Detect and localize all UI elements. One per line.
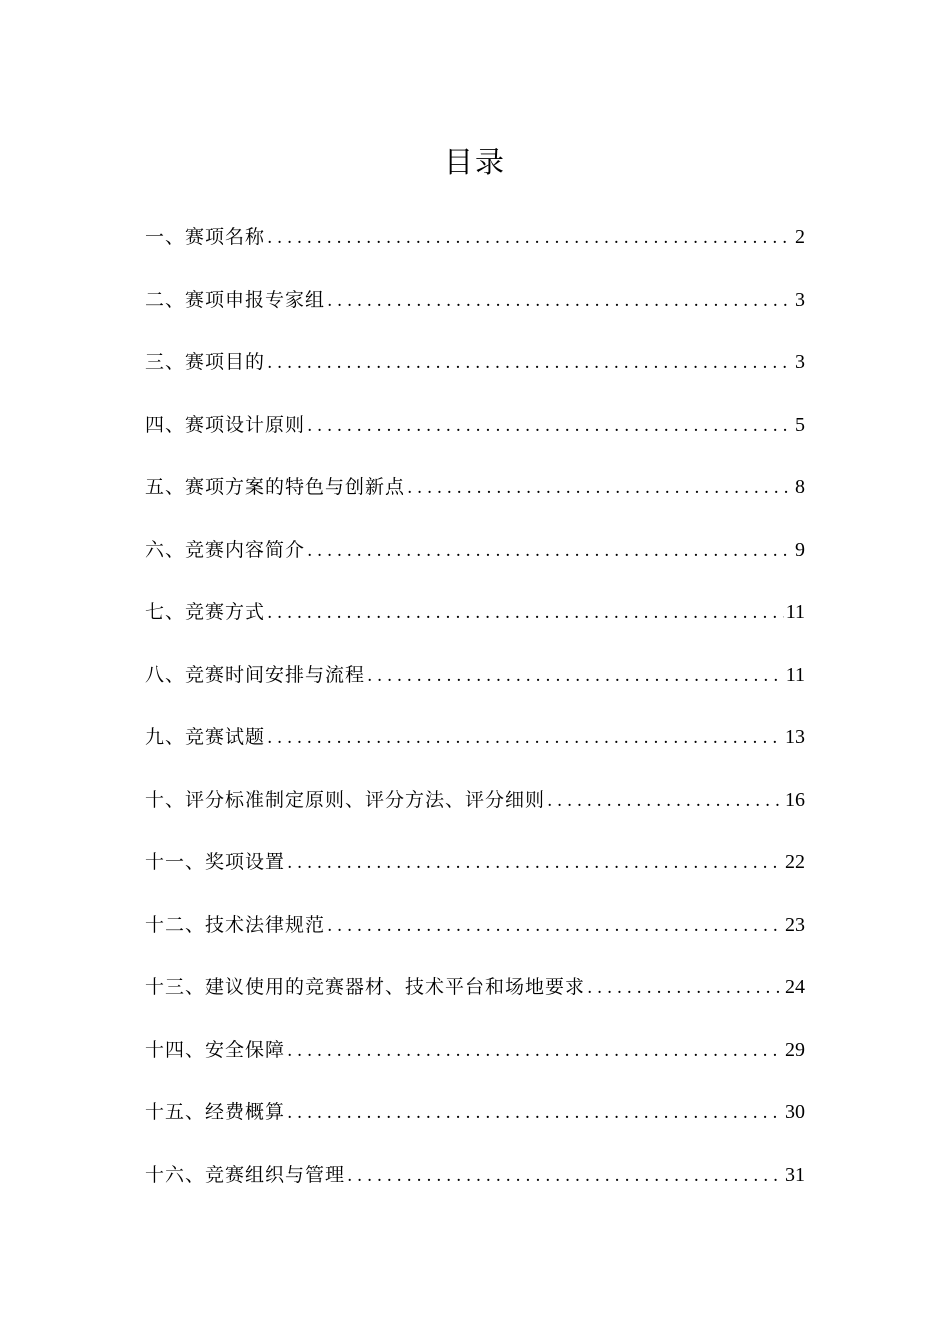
toc-entry-text: 十六、竞赛组织与管理 <box>145 1163 346 1186</box>
toc-dot-leader <box>407 469 793 507</box>
toc-entry[interactable] <box>145 718 805 781</box>
toc-entry-text: 十三、建议使用的竞赛器材、技术平台和场地要求 <box>145 976 586 998</box>
toc-page-number: 16 <box>785 788 805 811</box>
toc-page-number: 5 <box>795 413 805 436</box>
toc-page-number: 11 <box>785 663 805 686</box>
toc-dot-leader <box>287 1094 783 1132</box>
toc-entry-text: 一、赛项名称 <box>145 226 266 248</box>
toc-page-number: 2 <box>795 226 805 248</box>
toc-page-number: 11 <box>785 601 805 623</box>
toc-title: 目录 <box>443 145 506 179</box>
toc-entry[interactable] <box>145 1156 805 1219</box>
toc-page-number: 24 <box>785 976 805 998</box>
toc-dot-leader <box>347 1157 783 1195</box>
toc-entry[interactable] <box>145 1031 805 1094</box>
toc-entry[interactable] <box>145 593 805 656</box>
toc-entry[interactable] <box>145 656 805 719</box>
toc-entry[interactable] <box>145 1093 805 1156</box>
toc-dot-leader <box>307 532 793 570</box>
toc-dot-leader <box>587 969 783 1007</box>
toc-entry-text: 五、赛项方案的特色与创新点 <box>145 476 406 498</box>
toc-dot-leader <box>267 219 793 257</box>
toc-dot-leader <box>287 1032 783 1070</box>
toc-entry-text: 九、竞赛试题 <box>145 726 266 748</box>
toc-dot-leader <box>327 282 793 320</box>
toc-dot-leader <box>267 719 783 757</box>
toc-dot-leader <box>287 844 783 882</box>
toc-page-number: 3 <box>795 351 805 373</box>
toc-entry-text: 四、赛项设计原则 <box>145 413 306 436</box>
toc-page-number: 29 <box>785 1038 805 1061</box>
toc-dot-leader <box>327 907 783 945</box>
toc-entry[interactable] <box>145 343 805 406</box>
toc-page-number: 30 <box>785 1101 805 1123</box>
toc-entry-text: 十一、奖项设置 <box>145 851 286 873</box>
toc-dot-leader <box>547 782 783 820</box>
toc-page-number: 9 <box>795 538 805 561</box>
toc-dot-leader <box>367 657 784 695</box>
toc-entry[interactable] <box>145 531 805 594</box>
toc-entry-text: 十四、安全保障 <box>145 1038 286 1061</box>
toc-page-number: 22 <box>785 851 805 873</box>
toc-page-number: 31 <box>785 1163 805 1186</box>
toc-entry[interactable] <box>145 281 805 344</box>
toc-entry-text: 八、竞赛时间安排与流程 <box>145 663 366 686</box>
toc-entry[interactable] <box>145 468 805 531</box>
toc-entry[interactable] <box>145 968 805 1031</box>
toc-entry-text: 十、评分标准制定原则、评分方法、评分细则 <box>145 788 546 811</box>
toc-page-number: 8 <box>795 476 805 498</box>
toc-entry[interactable] <box>145 406 805 469</box>
toc-dot-leader <box>307 407 793 445</box>
toc-entry-text: 十五、经费概算 <box>145 1101 286 1123</box>
toc-dot-leader <box>267 344 793 382</box>
toc-entry-text: 二、赛项申报专家组 <box>145 288 326 311</box>
toc-entry-text: 十二、技术法律规范 <box>145 913 326 936</box>
toc-entry[interactable] <box>145 218 805 281</box>
toc-page-number: 13 <box>785 726 805 748</box>
toc-entry[interactable] <box>145 781 805 844</box>
toc-page-number: 23 <box>785 913 805 936</box>
toc-entry-text: 六、竞赛内容简介 <box>145 538 306 561</box>
toc-page-number: 3 <box>795 288 805 311</box>
toc-entry[interactable] <box>145 843 805 906</box>
toc-entry-text: 三、赛项目的 <box>145 351 266 373</box>
toc-entry[interactable] <box>145 906 805 969</box>
toc-entry-text: 七、竞赛方式 <box>145 601 266 623</box>
toc-list <box>145 218 805 1218</box>
toc-dot-leader <box>267 594 784 632</box>
